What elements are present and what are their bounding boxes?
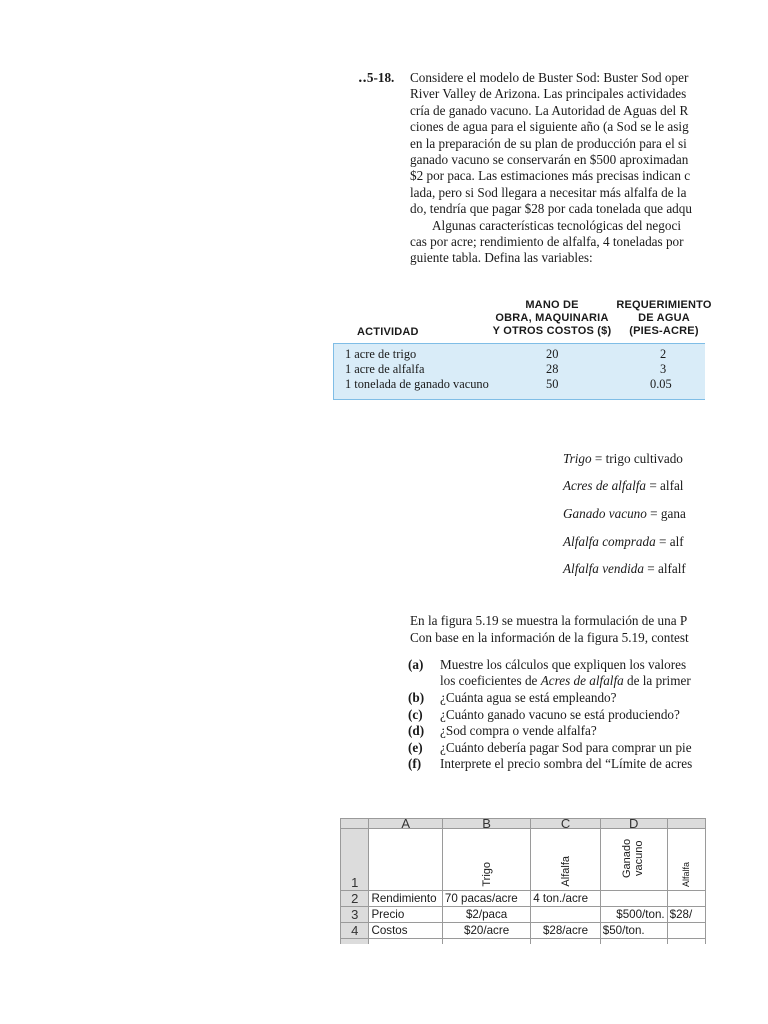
row-header[interactable]: 3: [341, 907, 369, 923]
table-header-activity: ACTIVIDAD: [357, 326, 419, 338]
cell[interactable]: $28/: [667, 907, 705, 923]
intro-line: En la figura 5.19 se muestra la formulación de una P: [410, 613, 688, 628]
spreadsheet-grid: [340, 818, 706, 944]
problem-line: River Valley de Arizona. Las principales actividades: [410, 86, 687, 102]
row-header[interactable]: 2: [341, 891, 369, 907]
question-label: (c): [408, 707, 423, 722]
table-header-costs: [476, 299, 628, 338]
header-alfalfa-2: Alfalfa: [681, 861, 692, 887]
cell[interactable]: 70 pacas/acre: [442, 891, 530, 907]
problem-line: Algunas características tecnológicas del negoci: [432, 217, 681, 233]
question-label: (d): [408, 723, 425, 738]
cell[interactable]: Costos: [369, 923, 442, 939]
question-label: (e): [408, 740, 423, 755]
cell[interactable]: [369, 939, 442, 945]
table-row: [341, 829, 706, 891]
definition-term: Ganado vacuno: [563, 506, 647, 521]
table-row: [345, 347, 416, 362]
question-label: (b): [408, 690, 425, 705]
table-row: [345, 377, 489, 392]
problem-line: ganado vacuno se conservarán en $500 aproximadan: [410, 152, 689, 168]
definition-acres-alfalfa: [563, 478, 683, 494]
table-row: [341, 907, 706, 923]
definition-text: = alf: [655, 534, 684, 549]
problem-line: guiente tabla. Defina las variables:: [410, 250, 593, 266]
definition-alfalfa-comprada: [563, 534, 684, 550]
cell[interactable]: [667, 829, 705, 891]
table-row: [341, 939, 706, 945]
question-text: ¿Sod compra o vende alfalfa?: [440, 723, 597, 738]
cell[interactable]: [442, 939, 530, 945]
column-header[interactable]: D: [600, 819, 667, 829]
cell[interactable]: [369, 829, 442, 891]
question-label: (f): [408, 756, 422, 771]
problem-line: cría de ganado vacuno. La Autoridad de Aguas del R: [410, 102, 689, 118]
row-header[interactable]: [341, 939, 369, 945]
cell[interactable]: $50/ton.: [600, 923, 667, 939]
definition-term: Alfalfa comprada: [563, 534, 656, 549]
cell[interactable]: [667, 923, 705, 939]
corner-cell[interactable]: [341, 819, 369, 829]
definition-text: = alfalf: [643, 561, 686, 576]
cell-cost: 20: [546, 347, 559, 361]
question-text-cont: [440, 673, 691, 689]
question-text: Interprete el precio sombra del “Límite de acres: [440, 756, 693, 771]
column-header[interactable]: B: [442, 819, 530, 829]
cell[interactable]: [667, 939, 705, 945]
cell[interactable]: [531, 939, 600, 945]
definition-trigo: [563, 451, 683, 467]
cell-cost: 28: [546, 362, 559, 376]
cell-activity: 1 acre de trigo: [345, 347, 417, 361]
intro-line: Con base en la información de la figura 5.19, contest: [410, 630, 689, 645]
cell-water: 0.05: [650, 377, 672, 391]
definition-term: Trigo: [563, 451, 592, 466]
cell[interactable]: Precio: [369, 907, 442, 923]
cell[interactable]: $2/paca: [442, 907, 530, 923]
definition-alfalfa-vendida: [563, 561, 686, 577]
cell[interactable]: [667, 891, 705, 907]
problem-statement: [410, 70, 768, 267]
row-header[interactable]: 1: [341, 829, 369, 891]
table-row: [341, 891, 706, 907]
cell[interactable]: [600, 939, 667, 945]
definition-text: = gana: [646, 506, 686, 521]
table-row: [341, 923, 706, 939]
table-row: [345, 362, 424, 377]
cell-activity: 1 tonelada de ganado vacuno: [345, 377, 489, 391]
cell[interactable]: $500/ton.: [600, 907, 667, 923]
text: los coeficientes de: [440, 673, 541, 688]
header-line: (PIES-ACRE): [629, 325, 699, 337]
header-line: Y OTROS COSTOS ($): [492, 325, 612, 337]
question-text: Muestre los cálculos que expliquen los valores: [440, 657, 687, 672]
definition-text: = trigo cultivado: [591, 451, 683, 466]
cell-water: 3: [660, 362, 667, 376]
cell[interactable]: [531, 829, 600, 891]
header-line: MANO DE: [525, 299, 579, 311]
cell-water: 2: [660, 347, 667, 361]
cell[interactable]: Rendimiento: [369, 891, 442, 907]
cell[interactable]: [600, 829, 667, 891]
question-text: ¿Cuánto debería pagar Sod para comprar un pie: [440, 740, 692, 755]
problem-line: Considere el modelo de Buster Sod: Buster Sod oper: [410, 70, 689, 85]
header-line: OBRA, MAQUINARIA: [495, 312, 609, 324]
problem-line: ciones de agua para el siguiente año (a Sod se le asig: [410, 119, 689, 135]
header-alfalfa: Alfalfa: [559, 856, 572, 887]
cell[interactable]: 4 ton./acre: [531, 891, 600, 907]
definition-text: = alfal: [646, 478, 684, 493]
row-header[interactable]: 4: [341, 923, 369, 939]
text-italic: Acres de alfalfa: [540, 673, 624, 688]
problem-line: cas por acre; rendimiento de alfalfa, 4 toneladas por: [410, 234, 684, 250]
cell-activity: 1 acre de alfalfa: [345, 362, 425, 376]
cell[interactable]: [531, 907, 600, 923]
cell[interactable]: [600, 891, 667, 907]
column-header[interactable]: [667, 819, 705, 829]
question-text: ¿Cuánta agua se está empleando?: [440, 690, 617, 705]
table-header-water: [614, 299, 714, 338]
question-text: ¿Cuánto ganado vacuno se está produciendo?: [440, 707, 680, 722]
cell-cost: 50: [546, 377, 559, 391]
definition-term: Alfalfa vendida: [563, 561, 644, 576]
header-ganado: Ganado vacuno: [620, 838, 645, 878]
column-header-row: [341, 819, 706, 829]
cell[interactable]: $20/acre: [442, 923, 530, 939]
question-label: (a): [408, 657, 424, 672]
problem-line: do, tendría que pagar $28 por cada tonelada que adqu: [410, 201, 692, 217]
column-header[interactable]: A: [369, 819, 442, 829]
problem-line: lada, pero si Sod llegara a necesitar más alfalfa de la: [410, 184, 687, 200]
cell[interactable]: $28/acre: [531, 923, 600, 939]
column-header[interactable]: C: [531, 819, 600, 829]
header-line: DE AGUA: [638, 312, 690, 324]
definition-term: Acres de alfalfa: [563, 478, 647, 493]
problem-line: en la preparación de su plan de producción para el si: [410, 135, 687, 151]
text: de la primer: [623, 673, 691, 688]
header-trigo: Trigo: [480, 862, 493, 887]
definition-ganado: [563, 506, 686, 522]
cell[interactable]: [442, 829, 530, 891]
spreadsheet: [340, 818, 706, 944]
problem-line: $2 por paca. Las estimaciones más precisas indican c: [410, 168, 691, 184]
header-line: REQUERIMIENTO: [616, 299, 712, 311]
problem-number: ‥5-18.: [358, 70, 395, 85]
